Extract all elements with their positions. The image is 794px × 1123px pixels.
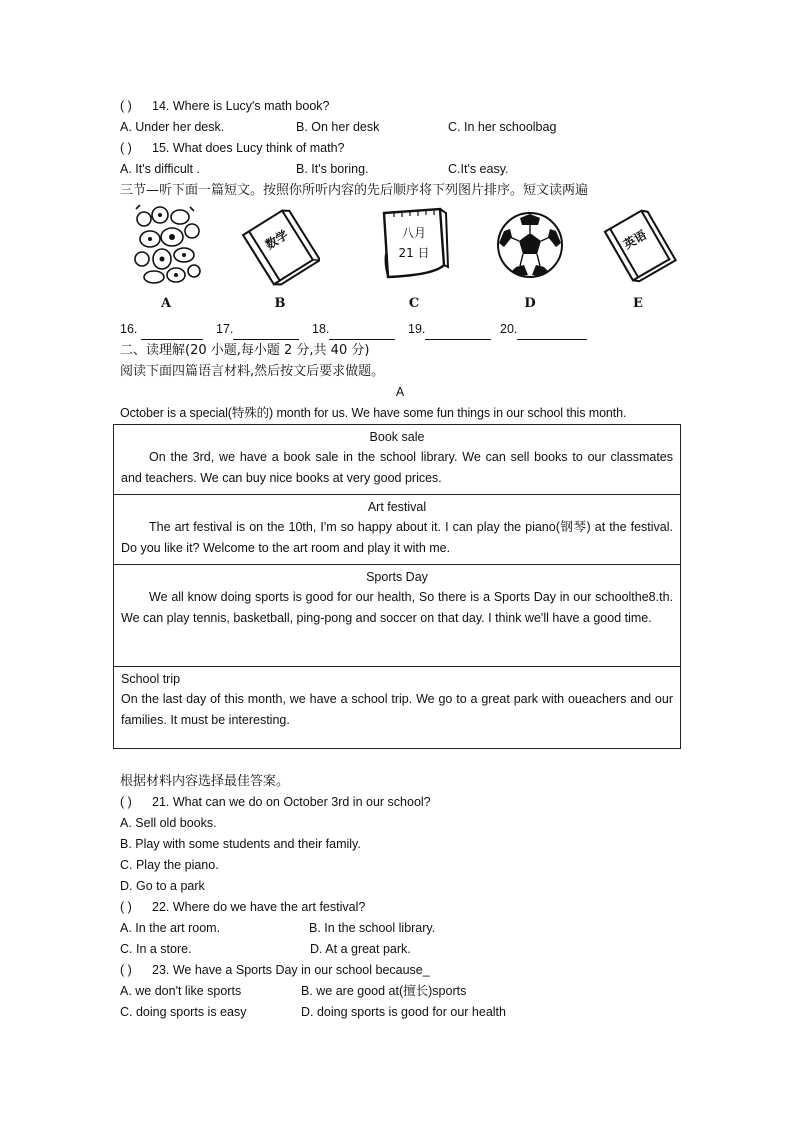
question-14 bbox=[120, 96, 680, 117]
calendar-month: 八月 bbox=[401, 226, 427, 240]
english-book-icon bbox=[598, 203, 678, 287]
options-23-cd bbox=[120, 1002, 680, 1023]
picture-a bbox=[126, 203, 206, 315]
cell-title: School trip bbox=[121, 672, 181, 686]
option-c: C.It's easy. bbox=[448, 162, 509, 176]
option-d: D. At a great park. bbox=[310, 942, 411, 956]
table-row bbox=[114, 495, 681, 565]
calendar-icon bbox=[374, 203, 456, 287]
exam-page bbox=[120, 96, 680, 1023]
events-table bbox=[113, 424, 681, 749]
table-cell bbox=[114, 495, 681, 565]
question-22 bbox=[120, 897, 680, 918]
table-row bbox=[114, 425, 681, 495]
answer-blanks bbox=[120, 319, 680, 340]
picture-label: D bbox=[524, 296, 536, 311]
passage-letter: A bbox=[395, 385, 405, 399]
math-book-title: 数学 bbox=[262, 227, 291, 253]
table-cell bbox=[114, 425, 681, 495]
option-b: B. It's boring. bbox=[296, 162, 369, 176]
option-d: D. doing sports is good for our health bbox=[301, 1005, 506, 1019]
picture-d bbox=[490, 203, 570, 315]
blank-number: 16. bbox=[120, 322, 138, 336]
option-c: C. In her schoolbag bbox=[448, 120, 557, 134]
question-stem: 14. Where is Lucy's math book? bbox=[152, 99, 330, 113]
part-2-title: 二、读理解(20 小题,每小题 2 分,共 40 分) bbox=[120, 343, 370, 358]
table-row bbox=[114, 667, 681, 749]
blank-number: 20. bbox=[500, 322, 518, 336]
options-22-cd bbox=[120, 939, 680, 960]
blank-number: 19. bbox=[408, 322, 426, 336]
option-c: C. doing sports is easy bbox=[120, 1005, 247, 1019]
blank-17[interactable] bbox=[216, 319, 312, 340]
option-a: A. Sell old books. bbox=[120, 816, 217, 830]
picture-e bbox=[598, 203, 678, 315]
options-23-ab bbox=[120, 981, 680, 1002]
option-d: D. Go to a park bbox=[120, 879, 205, 893]
option-b: B. Play with some students and their family. bbox=[120, 837, 361, 851]
blank-number: 18. bbox=[312, 322, 330, 336]
blank-20[interactable] bbox=[500, 319, 587, 340]
option-a: A. we don't like sports bbox=[120, 984, 242, 998]
question-stem: 15. What does Lucy think of math? bbox=[152, 141, 345, 155]
question-stem: 21. What can we do on October 3rd in our school? bbox=[152, 795, 431, 809]
option-b: B. On her desk bbox=[296, 120, 380, 134]
picture-label: A bbox=[160, 296, 172, 311]
question-23 bbox=[120, 960, 680, 981]
table-cell bbox=[114, 667, 681, 749]
options-15 bbox=[120, 159, 680, 180]
passage-intro: October is a special(特殊的) month for us. We have some fun things in our school this month. bbox=[120, 406, 627, 420]
options-14 bbox=[120, 117, 680, 138]
picture-label: B bbox=[274, 296, 286, 311]
table-row bbox=[114, 565, 681, 667]
food-icon bbox=[130, 203, 202, 289]
option-c: C. Play the piano. bbox=[120, 858, 219, 872]
picture-label: E bbox=[633, 296, 643, 311]
english-book-title: 英语 bbox=[621, 227, 649, 252]
cell-body: We all know doing sports is good for our health, So there is a Sports Day in our schoolthe8.th. We can play tennis, basketball, ping-pong and soccer on that day. I think we'll have a good time. bbox=[121, 590, 673, 625]
cell-body: On the 3rd, we have a book sale in the school library. We can sell books to our classmates and teachers. We can buy nice books at very good prices. bbox=[121, 450, 673, 485]
calendar-day: 21 日 bbox=[398, 246, 430, 260]
option-a: A. In the art room. bbox=[120, 921, 221, 935]
blank-16[interactable] bbox=[120, 319, 216, 340]
picture-b bbox=[240, 203, 320, 315]
question-stem: 23. We have a Sports Day in our school because_ bbox=[152, 963, 430, 977]
question-21 bbox=[120, 792, 680, 813]
soccer-ball-icon bbox=[494, 209, 566, 281]
options-22-ab bbox=[120, 918, 680, 939]
section-3-title: 三节—听下面一篇短文。按照你所听内容的先后顺序将下列图片排序。短文读两遍 bbox=[120, 183, 589, 198]
option-b: B. In the school library. bbox=[309, 921, 436, 935]
blank-number: 17. bbox=[216, 322, 234, 336]
cell-title: Book sale bbox=[369, 430, 425, 444]
picture-row bbox=[120, 203, 680, 315]
blank-18[interactable] bbox=[312, 319, 408, 340]
cell-title: Sports Day bbox=[366, 570, 428, 584]
picture-c bbox=[374, 203, 454, 315]
answer-paren[interactable]: ( ) bbox=[120, 963, 132, 977]
option-a: A. Under her desk. bbox=[120, 120, 225, 134]
table-cell bbox=[114, 565, 681, 667]
answer-paren[interactable]: ( ) bbox=[120, 141, 132, 155]
picture-label: C bbox=[408, 296, 420, 311]
option-a: A. It's difficult . bbox=[120, 162, 200, 176]
blank-19[interactable] bbox=[408, 319, 500, 340]
part-2-instruction: 阅读下面四篇语言材料,然后按文后要求做题。 bbox=[120, 364, 385, 379]
answer-paren[interactable]: ( ) bbox=[120, 99, 132, 113]
question-stem: 22. Where do we have the art festival? bbox=[152, 900, 366, 914]
answer-paren[interactable]: ( ) bbox=[120, 900, 132, 914]
option-c: C. In a store. bbox=[120, 942, 192, 956]
option-b: B. we are good at(擅长)sports bbox=[301, 984, 467, 998]
question-15 bbox=[120, 138, 680, 159]
answer-paren[interactable]: ( ) bbox=[120, 795, 132, 809]
math-book-icon bbox=[240, 203, 320, 287]
cell-body: The art festival is on the 10th, I'm so happy about it. I can play the piano(钢琴) at the festival. Do you like it? Welcome to the art room and play it with me. bbox=[121, 520, 673, 555]
cell-body: On the last day of this month, we have a school trip. We go to a great park with oueachers and our families. It must be interesting. bbox=[121, 692, 673, 727]
choose-title: 根据材料内容选择最佳答案。 bbox=[120, 774, 290, 789]
cell-title: Art festival bbox=[367, 500, 427, 514]
